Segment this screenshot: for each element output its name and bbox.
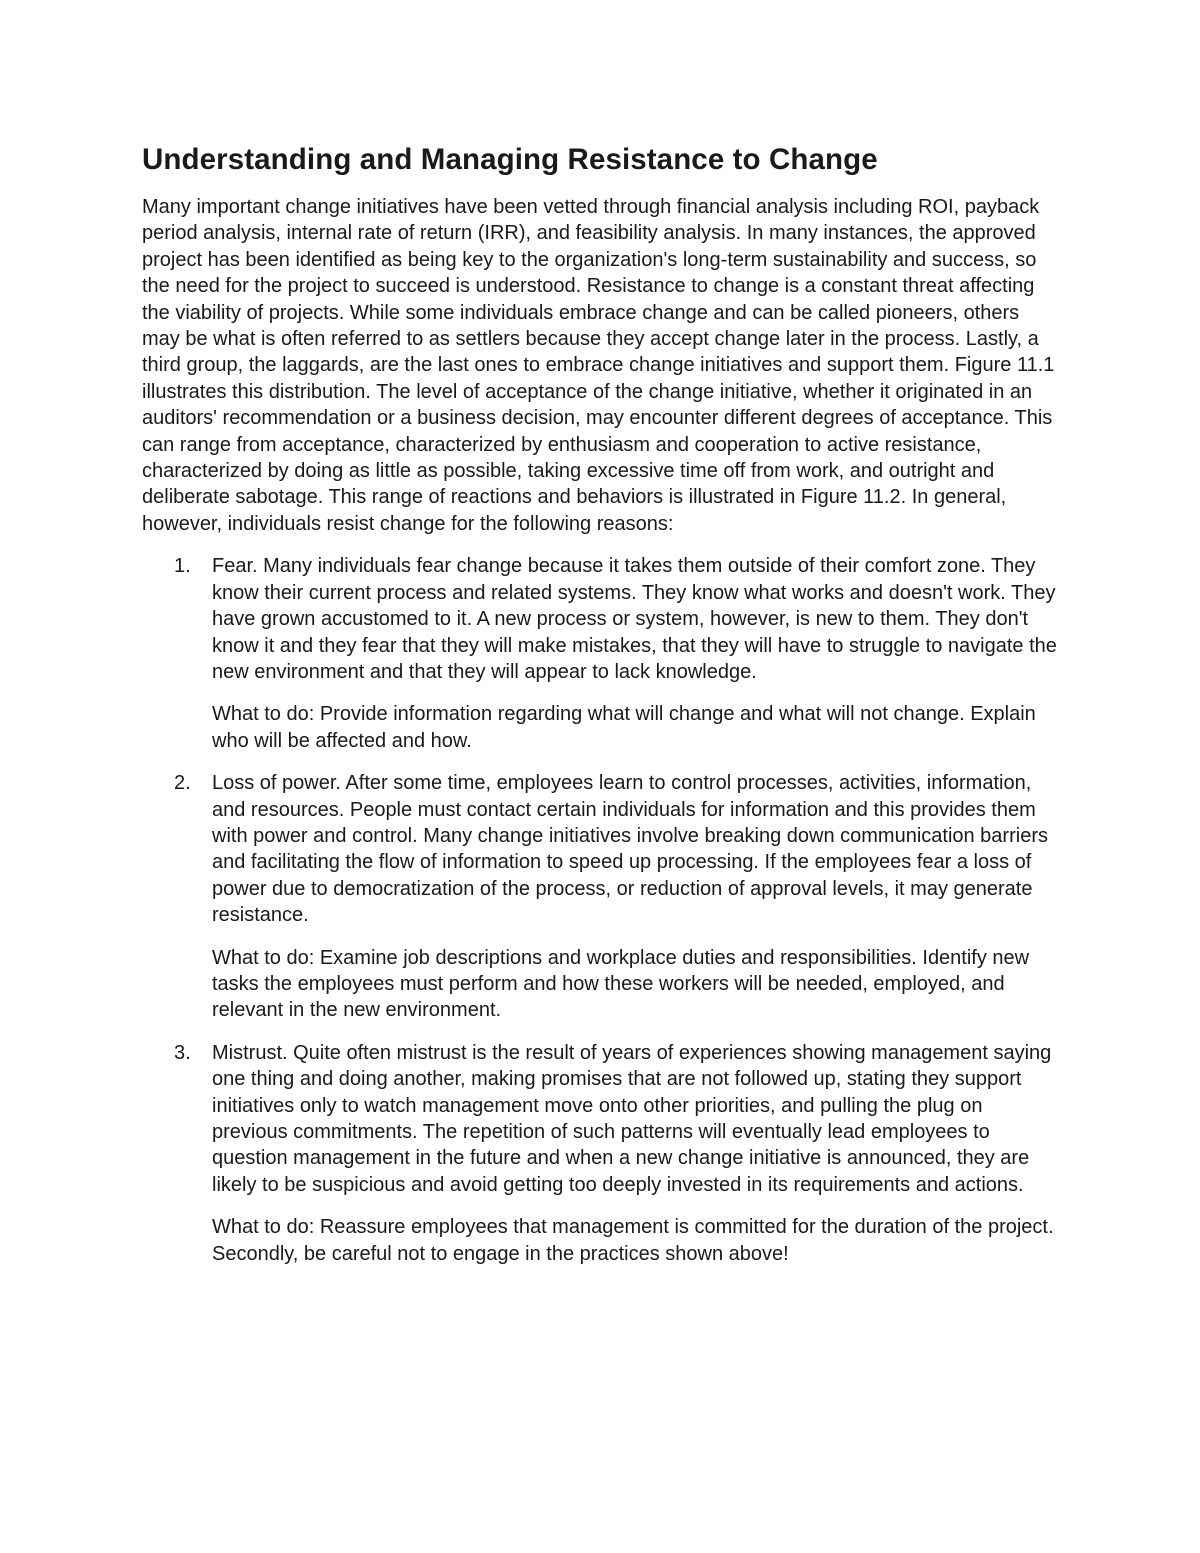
- reasons-list: [142, 553, 1060, 1267]
- list-item: [142, 1040, 1060, 1267]
- what-to-do-text: What to do: Examine job descriptions and workplace duties and responsibilities. Identify new tasks the employees must perform and how these workers will be needed, employed, and relevant in the new environment.: [212, 946, 1030, 1022]
- reason-text: Loss of power. After some time, employees learn to control processes, activities, information, and resources. People must contact certain individuals for information and this provides them with power and control. Many change initiatives involve breaking down communication barriers and facilitating the flow of information to speed up processing. If the employees fear a loss of power due to democratization of the process, or reduction of approval levels, it may generate resistance.: [212, 772, 1048, 927]
- what-to-do-text: What to do: Reassure employees that management is committed for the duration of the project. Secondly, be careful not to engage in the practices shown above!: [212, 1216, 1054, 1265]
- what-to-do-text: What to do: Provide information regarding what will change and what will not change. Explain who will be affected and how.: [212, 703, 1036, 752]
- reason-text: Fear. Many individuals fear change because it takes them outside of their comfort zone. They know their current process and related systems. They know what works and doesn't work. They have grown accustomed to it. A new process or system, however, is new to them. They don't know it and they fear that they will make mistakes, that they will have to struggle to navigate the new environment and that they will appear to lack knowledge.: [212, 555, 1057, 683]
- list-item-number: 3.: [174, 1041, 191, 1064]
- list-item: [142, 770, 1060, 1024]
- document-title: Understanding and Managing Resistance to Change: [142, 143, 878, 176]
- list-item: [142, 553, 1060, 754]
- list-item-number: 1.: [174, 555, 191, 578]
- intro-paragraph: Many important change initiatives have been vetted through financial analysis including ROI, payback period analysis, internal rate of return (IRR), and feasibility analysis. In many instances, the approved project has been identified as being key to the organization's long-term sustainability and success, so the need for the project to succeed is understood. Resistance to change is a constant threat affecting the viability of projects. While some individuals embrace change and can be called pioneers, others may be what is often referred to as settlers because they accept change later in the process. Lastly, a third group, the laggards, are the last ones to embrace change initiatives and support them. Figure 11.1 illustrates this distribution. The level of acceptance of the change initiative, whether it originated in an auditors' recommendation or a business decision, may encounter different degrees of acceptance. This can range from acceptance, characterized by enthusiasm and cooperation to active resistance, characterized by doing as little as possible, taking excessive time off from work, and outright and deliberate sabotage. This range of reactions and behaviors is illustrated in Figure 11.2. In general, however, individuals resist change for the following reasons:: [142, 196, 1055, 535]
- document-page: [142, 140, 1060, 1283]
- list-item-number: 2.: [174, 772, 191, 795]
- reason-text: Mistrust. Quite often mistrust is the result of years of experiences showing management saying one thing and doing another, making promises that are not followed up, stating they support initiatives only to watch management move onto other priorities, and pulling the plug on previous commitments. The repetition of such patterns will eventually lead employees to question management in the future and when a new change initiative is announced, they are likely to be suspicious and avoid getting too deeply invested in its requirements and actions.: [212, 1041, 1052, 1196]
